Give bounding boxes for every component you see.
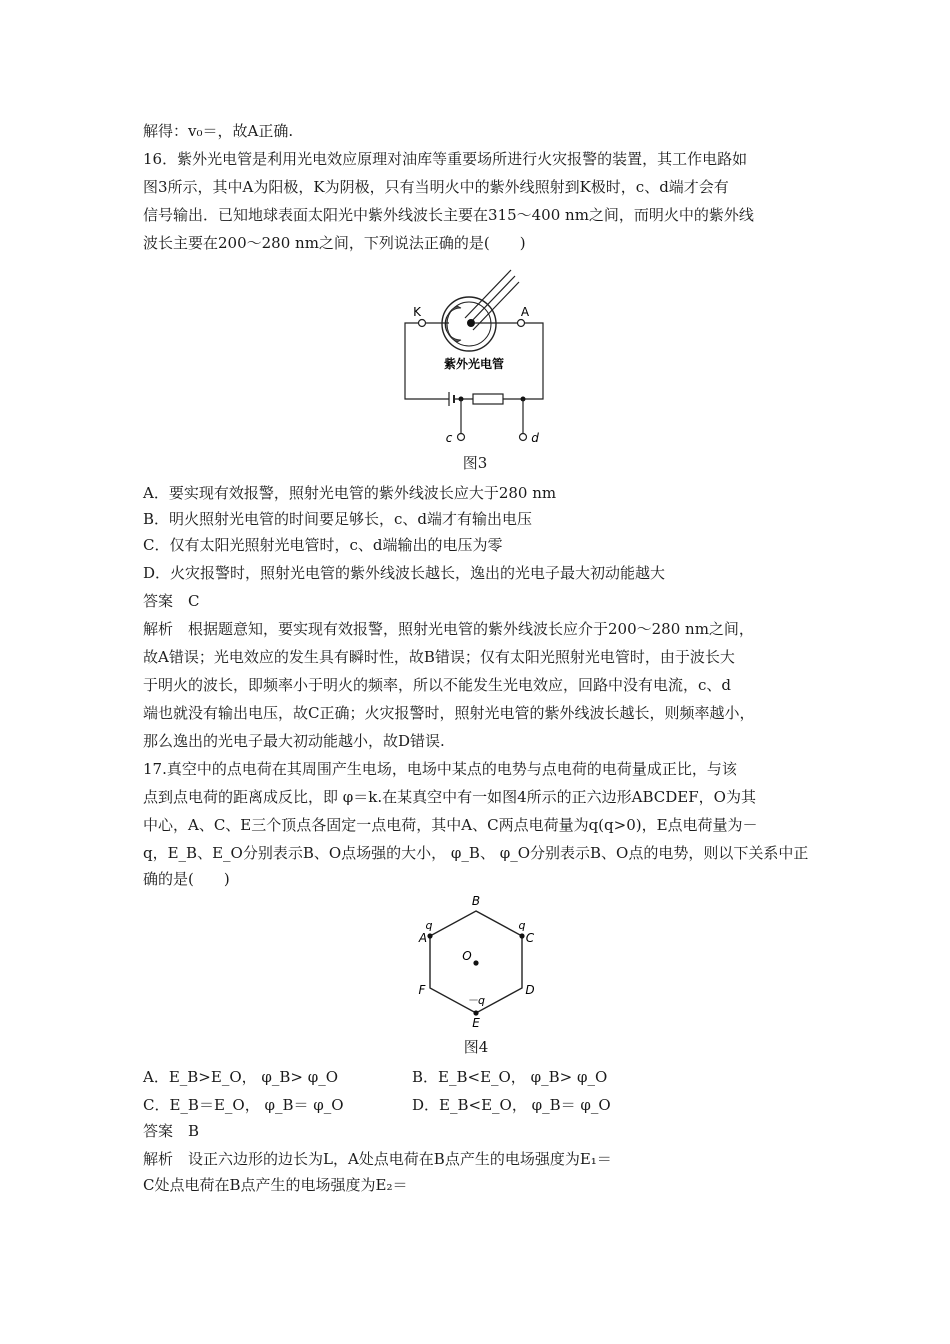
q17-option-b: B．E_B<E_O， φ_B> φ_O (412, 1068, 608, 1086)
q16-explanation: 解析 根据题意知，要实现有效报警，照射光电管的紫外线波长应介于200～280 nm之间， (143, 620, 754, 638)
q16-stem: 信号输出．已知地球表面太阳光中紫外线波长主要在315～400 nm之间，而明火中的紫外线 (143, 206, 754, 224)
q17-stem: 确的是( ) (143, 870, 230, 888)
q17-option-d: D．E_B<E_O， φ_B＝ φ_O (412, 1096, 611, 1114)
q16-explanation: 那么逸出的光电子最大初动能越小，故D错误. (143, 732, 445, 750)
vertex-d-label: D (525, 983, 535, 997)
q17-option-c: C．E_B＝E_O， φ_B＝ φ_O (143, 1096, 344, 1114)
q16-explanation: 于明火的波长，即频率小于明火的频率，所以不能发生光电效应，回路中没有电流，c、d (143, 676, 732, 694)
label-d: d (531, 431, 539, 445)
vertex-a-label: A (418, 931, 428, 945)
q16-option-b: B．明火照射光电管的时间要足够长，c、d端才有输出电压 (143, 510, 533, 528)
q17-stem: 中心，A、C、E三个顶点各固定一点电荷，其中A、C两点电荷量为q(q>0)，E点电荷量为－ (143, 816, 758, 834)
q17-explanation: 解析 设正六边形的边长为L，A处点电荷在B点产生的电场强度为E₁＝ (143, 1150, 612, 1168)
vertex-b-label: B (471, 894, 481, 908)
q16-option-c: C．仅有太阳光照射光电管时，c、d端输出的电压为零 (143, 536, 503, 554)
label-c: c (445, 431, 453, 445)
figure-3-circuit (395, 262, 555, 452)
text-line: 解得：v₀＝，故A正确. (143, 122, 294, 140)
charge-e-label: －q (467, 994, 485, 1007)
q16-stem: 16．紫外光电管是利用光电效应原理对油库等重要场所进行火灾报警的装置，其工作电路如 (143, 150, 748, 168)
label-k: K (413, 305, 421, 319)
q16-option-a: A．要实现有效报警，照射光电管的紫外线波长应大于280 nm (143, 484, 557, 502)
q16-option-d: D．火灾报警时，照射光电管的紫外线波长越长，逸出的光电子最大初动能越大 (143, 564, 666, 582)
tube-label: 紫外光电管 (443, 357, 505, 371)
q17-stem: 点到点电荷的距离成反比，即 φ＝k.在某真空中有一如图4所示的正六边形ABCDEF，O为其 (143, 788, 756, 806)
q16-stem: 图3所示，其中A为阳极，K为阴极，只有当明火中的紫外线照射到K极时，c、d端才会有 (143, 178, 729, 196)
label-a: A (520, 305, 530, 319)
figure-4-hexagon (405, 892, 550, 1032)
center-o-label: O (462, 949, 472, 963)
charge-a-label: q (425, 919, 433, 932)
charge-c-label: q (518, 919, 526, 932)
q17-explanation: C处点电荷在B点产生的电场强度为E₂＝ (143, 1176, 408, 1194)
vertex-f-label: F (418, 983, 426, 997)
q16-explanation: 端也就没有输出电压，故C正确；火灾报警时，照射光电管的紫外线波长越长，则频率越小， (143, 704, 755, 722)
figure-3-caption: 图3 (462, 454, 488, 472)
q16-stem: 波长主要在200～280 nm之间，下列说法正确的是( ) (143, 234, 526, 252)
q17-stem: 17.真空中的点电荷在其周围产生电场，电场中某点的电势与点电荷的电荷量成正比，与该 (143, 760, 737, 778)
vertex-c-label: C (525, 931, 535, 945)
vertex-e-label: E (472, 1016, 480, 1030)
q17-answer: 答案 B (143, 1122, 200, 1140)
q17-stem: q，E_B、E_O分别表示B、O点场强的大小， φ_B、 φ_O分别表示B、O点的电势，则以下关系中正 (143, 844, 809, 862)
q16-answer: 答案 C (143, 592, 200, 610)
q17-option-a: A．E_B>E_O， φ_B> φ_O (143, 1068, 339, 1086)
figure-4-caption: 图4 (463, 1038, 489, 1056)
q16-explanation: 故A错误；光电效应的发生具有瞬时性，故B错误；仅有太阳光照射光电管时，由于波长大 (143, 648, 735, 666)
